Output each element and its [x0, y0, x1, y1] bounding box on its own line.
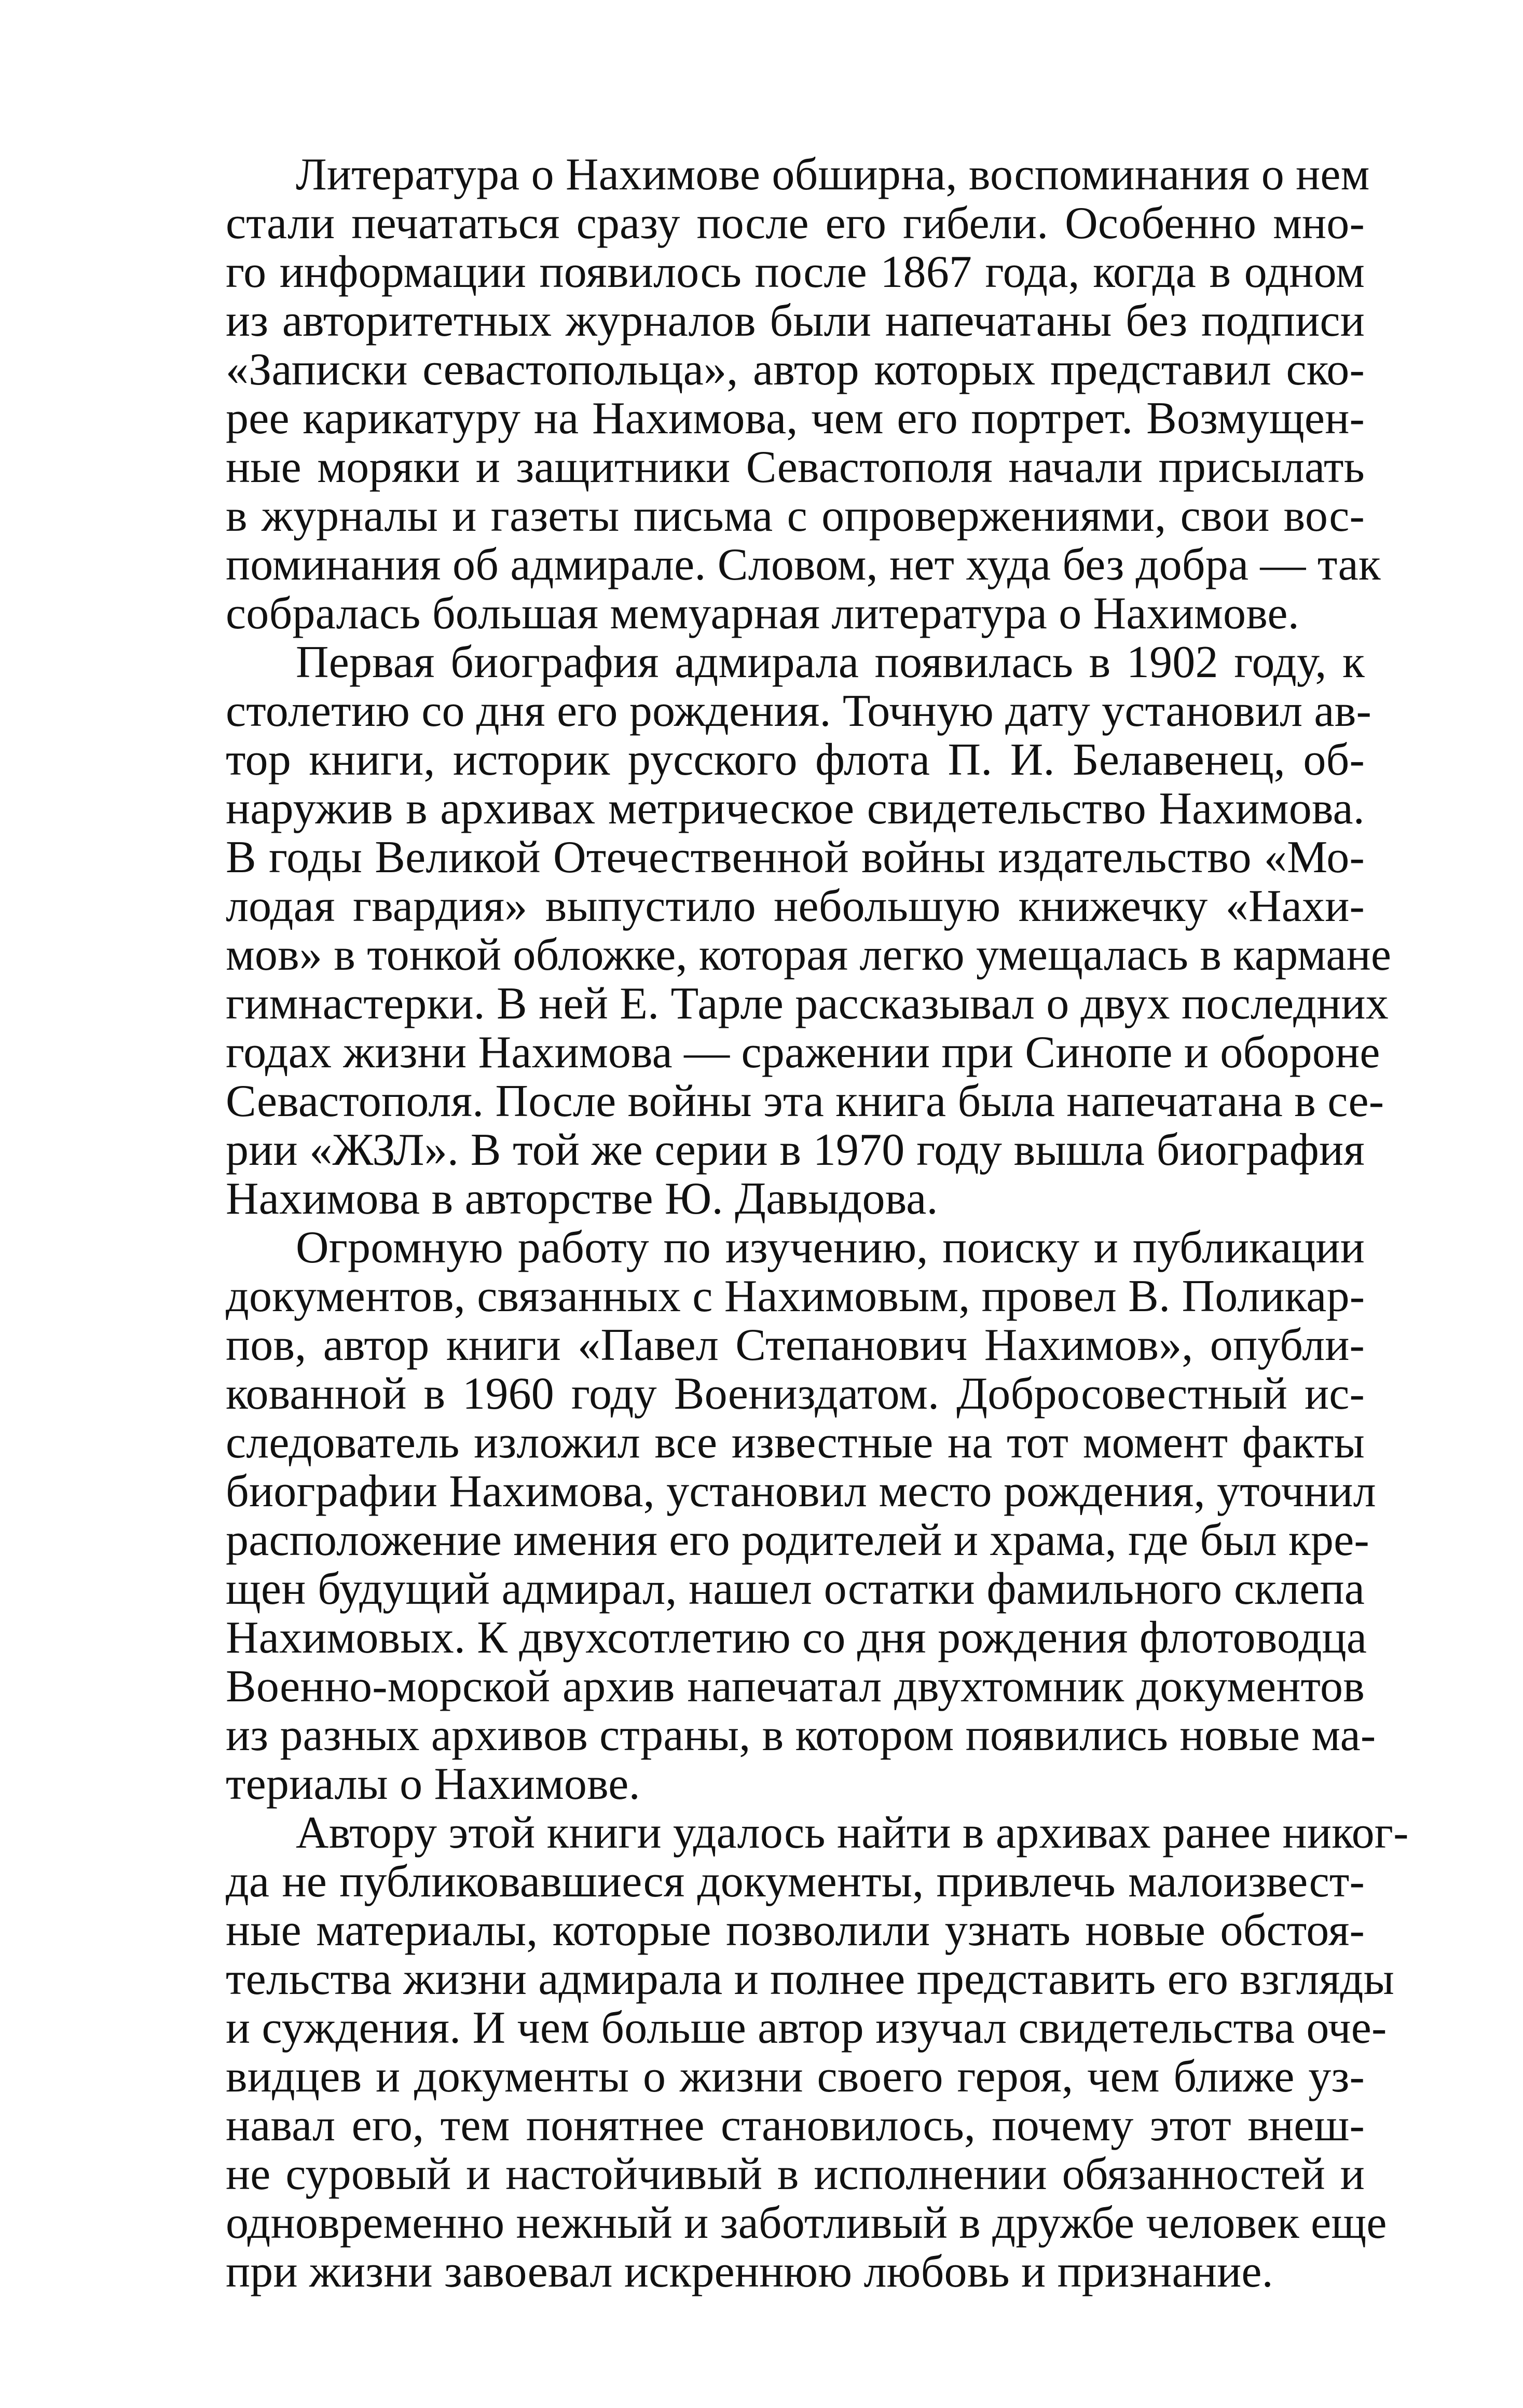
text-line: видцев и документы о жизни своего героя, чем ближе уз- — [226, 2052, 1365, 2102]
text-line: щен будущий адмирал, нашел остатки фамильного склепа — [226, 1564, 1365, 1614]
text-line: Литература о Нахимове обширна, воспоминания о нем — [296, 149, 1370, 200]
text-line: лодая гвардия» выпустило небольшую книжечку «Нахи- — [226, 881, 1365, 931]
text-line: тельства жизни адмирала и полнее представить его взгляды — [226, 1954, 1394, 2004]
paragraph-3 — [156, 1222, 1376, 1809]
text-line: навал его, тем понятнее становилось, почему этот внеш- — [226, 2100, 1365, 2151]
text-line: следователь изложил все известные на тот момент факты — [226, 1418, 1365, 1468]
text-line: годах жизни Нахимова — сражении при Синопе и обороне — [226, 1027, 1380, 1078]
text-line: гимнастерки. В ней Е. Тарле рассказывал о двух последних — [226, 979, 1389, 1029]
text-line: Нахимовых. К двухсотлетию со дня рождения флотоводца — [226, 1613, 1367, 1663]
text-line: териалы о Нахимове. — [226, 1759, 640, 1809]
text-line: при жизни завоевал искреннюю любовь и признание. — [226, 2247, 1273, 2297]
text-line: ные моряки и защитники Севастополя начали присылать — [226, 442, 1365, 492]
text-line: «Записки севастопольца», автор которых представил ско- — [226, 345, 1365, 395]
text-line: го информации появилось после 1867 года, когда в одном — [226, 247, 1365, 297]
text-line: одновременно нежный и заботливый в дружбе человек еще — [226, 2198, 1387, 2248]
text-line: столетию со дня его рождения. Точную дату установил ав- — [226, 686, 1371, 736]
text-line: рии «ЖЗЛ». В той же серии в 1970 году вышла биография — [226, 1125, 1365, 1175]
text-line: кованной в 1960 году Воениздатом. Добросовестный ис- — [226, 1369, 1365, 1419]
text-line: собралась большая мемуарная литература о Нахимове. — [226, 588, 1299, 639]
text-line: мов» в тонкой обложке, которая легко умещалась в кармане — [226, 930, 1392, 980]
text-line: ные материалы, которые позволили узнать новые обстоя- — [226, 1905, 1365, 1956]
text-line: В годы Великой Отечественной войны издательство «Мо- — [226, 832, 1365, 883]
text-line: рее карикатуру на Нахимова, чем его портрет. Возмущен- — [226, 393, 1365, 444]
text-line: из авторитетных журналов были напечатаны без подписи — [226, 296, 1365, 346]
text-line: Огромную работу по изучению, поиску и публикации — [296, 1222, 1365, 1273]
text-line: и суждения. И чем больше автор изучал свидетельства оче- — [226, 2003, 1387, 2053]
text-line: Нахимова в авторстве Ю. Давыдова. — [226, 1174, 938, 1224]
text-line: Севастополя. После войны эта книга была напечатана в се- — [226, 1076, 1384, 1126]
text-line: биографии Нахимова, установил место рождения, уточнил — [226, 1466, 1376, 1517]
text-line: стали печататься сразу после его гибели. Особенно мно- — [226, 198, 1365, 249]
text-line: наружив в архивах метрическое свидетельство Нахимова. — [226, 783, 1365, 834]
text-line: из разных архивов страны, в котором появились новые ма- — [226, 1710, 1376, 1760]
text-line: поминания об адмирале. Словом, нет худа без добра — так — [226, 540, 1381, 590]
text-line: не суровый и настойчивый в исполнении обязанностей и — [226, 2149, 1365, 2199]
text-line: Первая биография адмирала появилась в 1902 году, к — [296, 637, 1365, 687]
text-line: Военно-морской архив напечатал двухтомник документов — [226, 1661, 1365, 1712]
page-body — [156, 149, 1409, 2297]
text-line: Автору этой книги удалось найти в архивах ранее никог- — [296, 1808, 1409, 1858]
paragraph-4 — [156, 1808, 1409, 2297]
paragraph-1 — [156, 149, 1381, 639]
text-line: в журналы и газеты письма с опровержениями, свои вос- — [226, 491, 1365, 541]
text-line: расположение имения его родителей и храма, где был кре- — [226, 1515, 1369, 1565]
text-line: тор книги, историк русского флота П. И. Белавенец, об- — [226, 735, 1365, 785]
text-line: да не публиковавшиеся документы, привлечь малоизвест- — [226, 1856, 1365, 1907]
text-line: документов, связанных с Нахимовым, провел В. Поликар- — [226, 1271, 1365, 1322]
paragraph-2 — [156, 637, 1392, 1224]
text-line: пов, автор книги «Павел Степанович Нахимов», опубли- — [226, 1320, 1365, 1370]
